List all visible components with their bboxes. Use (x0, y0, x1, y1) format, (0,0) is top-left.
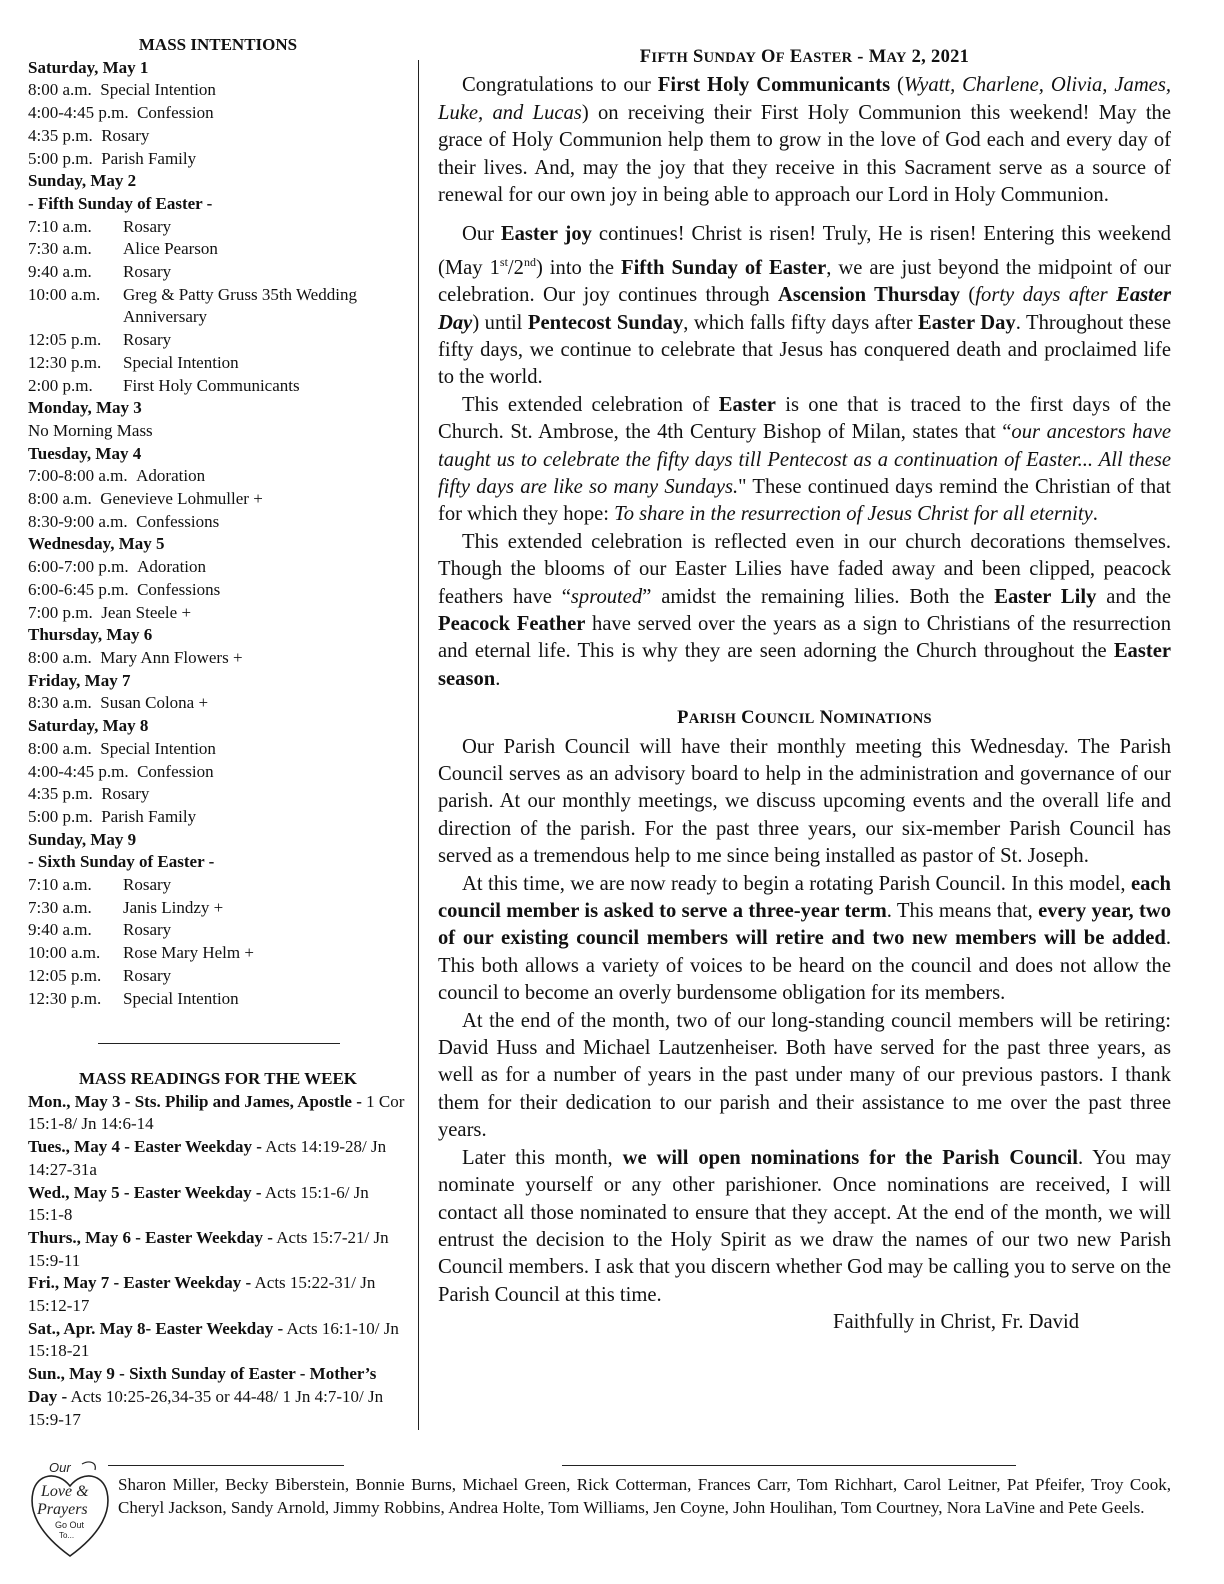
intention-entry (28, 988, 408, 1011)
intention-day-subtitle: - Fifth Sunday of Easter - (28, 193, 213, 213)
intention-text: Parish Family (101, 148, 197, 168)
intention-time: 7:00-8:00 a.m. (28, 466, 137, 486)
easter-joy-paragraph: Our Easter joy continues! Christ is risen! Truly, He is risen! Entering this weekend (May 1st/2nd) into the Fifth Sunday of Easter, we are just beyond the midpoint of our celebration. Our joy continues through Ascension Thursday (forty days after Easter Day) until Pentecost Sunday, which falls fifty days after Easter Day. Throughout these fifty days, we continue to celebrate that Jesus has conquered death and proclaimed life to the world. (438, 223, 1172, 389)
intention-day: Thursday, May 6 (28, 625, 153, 645)
intention-time: 4:35 p.m. (28, 784, 102, 804)
reading-item: Sat., Apr. May 8- Easter Weekday - Acts 16:1-10/ Jn 15:18-21 (28, 1318, 399, 1361)
mass-intentions (28, 34, 408, 1010)
main-column (438, 44, 1171, 1337)
intention-text: Confession (137, 761, 214, 781)
intention-time: 5:00 p.m. (28, 806, 102, 826)
intention-time: 9:40 a.m. (28, 262, 92, 282)
intention-text: Janis Lindzy + (123, 897, 224, 917)
intention-text: Susan Colona + (100, 693, 209, 713)
intention-text: Confession (137, 103, 214, 123)
intention-time: 12:30 p.m. (28, 352, 102, 372)
reading-item: Tues., May 4 - Easter Weekday - Acts 14:19-28/ Jn 14:27-31a (28, 1137, 387, 1179)
intention-text: Rosary (123, 330, 172, 350)
intention-text: Rosary (123, 262, 172, 282)
intention-entry (28, 692, 408, 715)
readings-list (28, 1091, 408, 1432)
intention-day: Friday, May 7 (28, 670, 131, 690)
intention-entry (28, 942, 408, 965)
intention-time: 7:10 a.m. (28, 216, 92, 236)
intention-time: 10:00 a.m. (28, 284, 101, 304)
decorations-paragraph: This extended celebration is reflected even in our church decorations themselves. Though the blooms of our Easter Lilies have faded away and been clipped, peacock feathers have “sprouted” amidst the remaining lilies. Both the Easter Lily and the Peacock Feather have served over the years as a sign to Christians of the resurrection and eternal life. This is why they are seen adorning the Church throughout the Easter season. (438, 530, 1171, 690)
intention-entry (28, 511, 408, 534)
intention-time: 10:00 a.m. (28, 943, 101, 963)
svg-text:To...: To... (59, 1531, 75, 1540)
svg-text:Prayers: Prayers (37, 1501, 88, 1518)
intention-entry (28, 965, 408, 988)
intention-entry (28, 465, 408, 488)
intention-text: Special Intention (123, 352, 239, 372)
nominations-paragraph: Later this month, we will open nominations for the Parish Council. You may nominate yourself or any other parishioner. Once nominations are received, I will contact all those nominated to ensure that they accept. At the end of the month, we will entrust the decision to the Holy Spirit as we draw the names of our two new Parish Council members. I ask that you discern whether God may be calling you to serve on the Parish Council at this time. (438, 1146, 1171, 1306)
intention-text: Parish Family (101, 806, 197, 826)
intention-entry (28, 897, 408, 920)
intention-time: 12:30 p.m. (28, 988, 102, 1008)
prayer-list: Sharon Miller, Becky Biberstein, Bonnie Burns, Michael Green, Rick Cotterman, Frances Carr, Tom Richhart, Carol Leitner, Pat Pfeifer, Troy Cook, Cheryl Jackson, Sandy Arnold, Jimmy Robbins, Andrea Holte, Tom Williams, Jen Coyne, John Houlihan, Tom Courtney, Nora LaVine and Pete Geels. (118, 1475, 1171, 1517)
reading-item: Fri., May 7 - Easter Weekday - Acts 15:22-31/ Jn 15:12-17 (28, 1273, 376, 1316)
intention-entry (28, 602, 408, 625)
intention-entry (28, 579, 408, 602)
intention-entry (28, 806, 408, 829)
intention-time: 8:00 a.m. (28, 738, 101, 758)
intention-text: Special Intention (100, 80, 216, 100)
intention-entry (28, 102, 408, 125)
intention-entry (28, 148, 408, 171)
intention-time: 8:30 a.m. (28, 693, 101, 713)
intention-time: 8:30-9:00 a.m. (28, 511, 137, 531)
intention-day: Saturday, May 1 (28, 57, 149, 77)
intention-text: Adoration (136, 466, 206, 486)
intention-text: First Holy Communicants (123, 375, 300, 395)
intention-time: 4:35 p.m. (28, 125, 102, 145)
main-heading: FIFTH SUNDAY OF EASTER - MAY 2, 2021 (639, 47, 970, 67)
council-heading: PARISH COUNCIL NOMINATIONS (677, 708, 932, 729)
reading-item: Wed., May 5 - Easter Weekday - Acts 15:1-6/ Jn 15:1-8 (28, 1182, 369, 1225)
intention-text: No Morning Mass (28, 420, 153, 440)
svg-text:Love &: Love & (41, 1483, 89, 1500)
intention-text: Confessions (137, 579, 221, 599)
intention-entry (28, 216, 408, 239)
intention-text: Special Intention (100, 738, 216, 758)
intention-entry (28, 420, 408, 443)
footer-line-right (562, 1465, 1016, 1466)
intention-time: 9:40 a.m. (28, 920, 92, 940)
retiring-members-paragraph: At the end of the month, two of our long-standing council members will be retiring: David Huss and Michael Lautzenheiser. Both have served for the past three years, as well as for a number of years in the past under many of our previous pastors. I thank them for their dedication to our parish and their assistance to me over the past three years. (438, 1009, 1171, 1142)
intention-entry (28, 874, 408, 897)
intention-entry (28, 556, 408, 579)
intention-time: 4:00-4:45 p.m. (28, 103, 138, 123)
intention-text: Confessions (136, 511, 220, 531)
intention-time: 7:00 p.m. (28, 602, 102, 622)
council-intro-paragraph: Our Parish Council will have their monthly meeting this Wednesday. The Parish Council serves as an advisory board to help in the administration and governance of our parish. At our monthly meetings, we discuss upcoming events and the overall life and direction of the parish. For the past three years, our six-member Parish Council has served as a tremendous help to me since being installed as pastor of St. Joseph. (438, 735, 1171, 868)
intention-text: Rosary (123, 875, 172, 895)
intention-text: Rosary (123, 920, 172, 940)
intention-text: Adoration (137, 557, 207, 577)
intention-entry (28, 761, 408, 784)
intention-time: 5:00 p.m. (28, 148, 102, 168)
intention-entry (28, 738, 408, 761)
intention-text: Rosary (123, 965, 172, 985)
intention-time: 8:00 a.m. (28, 647, 101, 667)
column-divider (418, 60, 419, 1430)
mass-readings-title: MASS READINGS FOR THE WEEK (78, 1069, 358, 1088)
intention-day: Sunday, May 2 (28, 171, 137, 191)
intention-day: Wednesday, May 5 (28, 534, 165, 554)
intentions-list (28, 57, 408, 1011)
intention-entry (28, 238, 408, 261)
intention-time: 8:00 a.m. (28, 80, 101, 100)
intention-time: 12:05 p.m. (28, 965, 102, 985)
intention-entry (28, 488, 408, 511)
intention-text: Alice Pearson (123, 239, 218, 259)
svg-text:Go Out: Go Out (55, 1520, 85, 1530)
intention-time: 8:00 a.m. (28, 489, 101, 509)
intention-day-subtitle: - Sixth Sunday of Easter - (28, 852, 215, 872)
intention-time: 6:00-7:00 p.m. (28, 557, 138, 577)
ambrose-paragraph: This extended celebration of Easter is one that is traced to the first days of the Church. St. Ambrose, the 4th Century Bishop of Milan, states that “our ancestors have taught us to celebrate the fifty days till Pentecost as a continuation of Easter... All these fifty days are like so many Sundays." These continued days remind the Christian of that for which they hope: To share in the resurrection of Jesus Christ for all eternity. (438, 393, 1171, 526)
intention-text: Rosary (101, 125, 150, 145)
intention-entry (28, 79, 408, 102)
intention-text: Mary Ann Flowers + (100, 647, 243, 667)
intention-time: 7:10 a.m. (28, 875, 92, 895)
intention-day: Sunday, May 9 (28, 829, 137, 849)
intention-entry (28, 329, 408, 352)
intention-day: Monday, May 3 (28, 398, 142, 418)
signature: Faithfully in Christ, Fr. David (833, 1311, 1079, 1334)
intention-time: 2:00 p.m. (28, 375, 93, 395)
intention-entry (28, 919, 408, 942)
intention-time: 7:30 a.m. (28, 239, 92, 259)
intention-text: Genevieve Lohmuller + (100, 489, 263, 509)
intention-time: 6:00-6:45 p.m. (28, 579, 138, 599)
mass-readings (28, 1068, 408, 1431)
communicants-paragraph: Congratulations to our First Holy Communicants (Wyatt, Charlene, Olivia, James, Luke, and Lucas) on receiving their First Holy Communion this weekend! May the grace of Holy Communion help them to grow in the love of God each and every day of their lives. And, may the joy that they receive in this Sacrament serve as a source of renewal for our own joy in being able to approach our Lord in Holy Communion. (438, 74, 1171, 207)
intention-text: Jean Steele + (101, 602, 192, 622)
intention-entry (28, 375, 408, 398)
intention-day: Saturday, May 8 (28, 716, 149, 736)
footer-line-left (108, 1465, 344, 1466)
intention-text: Rosary (123, 216, 172, 236)
reading-item: Sun., May 9 - Sixth Sunday of Easter - Mother’s Day - Acts 10:25-26,34-35 or 44-48/ 1 Jn 4:7-10/ Jn 15:9-17 (28, 1364, 384, 1429)
intention-entry (28, 125, 408, 148)
intention-text: Rosary (101, 784, 150, 804)
intention-time: 7:30 a.m. (28, 897, 92, 917)
heart-prayers-logo (27, 1452, 113, 1562)
intention-text: Rose Mary Helm + (123, 943, 254, 963)
intention-entry (28, 783, 408, 806)
reading-item: Mon., May 3 - Sts. Philip and James, Apostle - 1 Cor 15:1-8/ Jn 14:6-14 (28, 1091, 405, 1134)
intention-time: 4:00-4:45 p.m. (28, 761, 138, 781)
intention-entry (28, 352, 408, 375)
intention-entry (28, 284, 408, 329)
svg-text:Our: Our (49, 1460, 71, 1475)
reading-item: Thurs., May 6 - Easter Weekday - Acts 15:7-21/ Jn 15:9-11 (28, 1227, 389, 1270)
intention-time: 12:05 p.m. (28, 330, 102, 350)
intention-entry (28, 647, 408, 670)
intention-entry (28, 261, 408, 284)
intention-day: Tuesday, May 4 (28, 443, 142, 463)
intention-text: Special Intention (123, 988, 239, 1008)
left-divider (98, 1043, 340, 1044)
mass-intentions-title: MASS INTENTIONS (138, 35, 298, 54)
intention-text: Greg & Patty Gruss 35th Wedding Anniversary (123, 284, 357, 327)
rotating-council-paragraph: At this time, we are now ready to begin a rotating Parish Council. In this model, each council member is asked to serve a three-year term. This means that, every year, two of our existing council members will retire and two new members will be added. This both allows a variety of voices to be heard on the council and does not allow the council to become an overly burdensome obligation for its members. (438, 872, 1171, 1005)
